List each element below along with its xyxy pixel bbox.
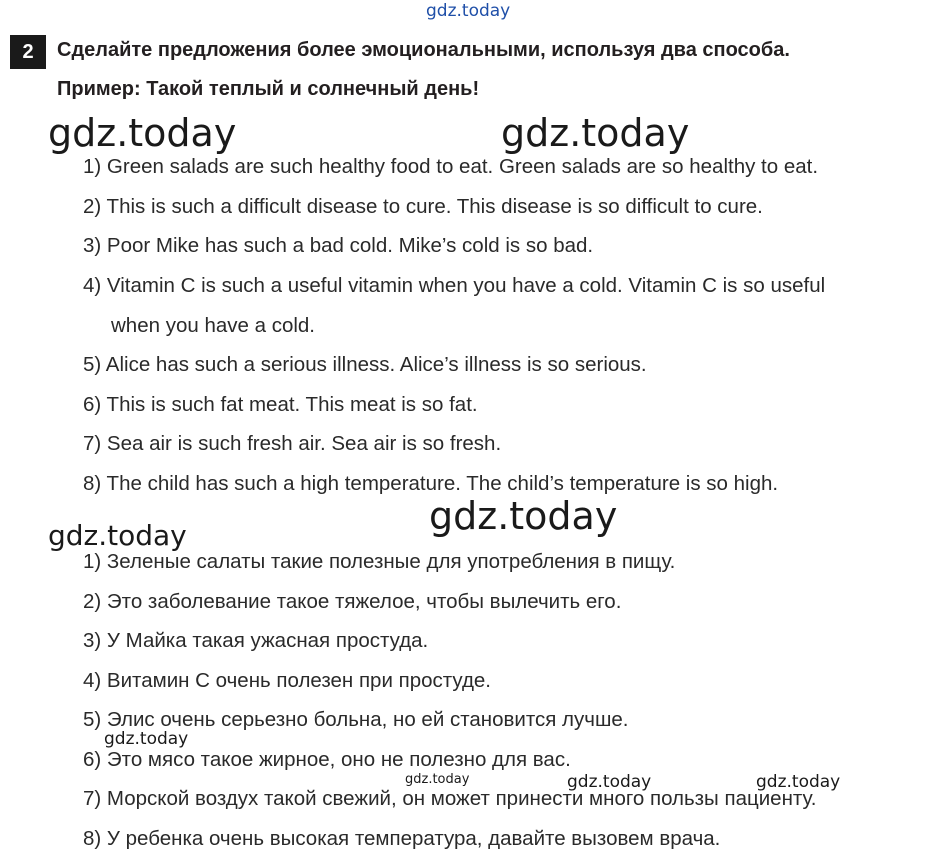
exercise-example: Пример: Такой теплый и солнечный день! bbox=[57, 78, 480, 100]
watermark-large: gdz.today bbox=[48, 111, 237, 155]
russian-translation-line: 6) Это мясо такое жирное, оно не полезно для вас. bbox=[83, 748, 571, 771]
exercise-instruction: Сделайте предложения более эмоциональными, используя два способа. bbox=[57, 39, 790, 61]
russian-translation-line: 1) Зеленые салаты такие полезные для употребления в пищу. bbox=[83, 550, 676, 573]
watermark-medium: gdz.today bbox=[48, 519, 187, 552]
english-answer-line: 4) Vitamin C is such a useful vitamin when you have a cold. Vitamin C is so useful bbox=[83, 274, 826, 297]
watermark-small: gdz.today bbox=[756, 772, 841, 792]
watermark-top: gdz.today bbox=[426, 1, 511, 21]
russian-translation-line: 5) Элис очень серьезно больна, но ей становится лучше. bbox=[83, 708, 629, 731]
russian-translation-line: 3) У Майка такая ужасная простуда. bbox=[83, 629, 429, 652]
english-answer-line: 6) This is such fat meat. This meat is so fat. bbox=[83, 393, 478, 416]
watermark-small: gdz.today bbox=[567, 772, 652, 792]
english-answer-line: 5) Alice has such a serious illness. Alice’s illness is so serious. bbox=[83, 353, 647, 376]
english-answer-line: 8) The child has such a high temperature. The child’s temperature is so high. bbox=[83, 472, 779, 495]
english-answer-line: 3) Poor Mike has such a bad cold. Mike’s cold is so bad. bbox=[83, 234, 594, 257]
english-answer-line: 1) Green salads are such healthy food to eat. Green salads are so healthy to eat. bbox=[83, 155, 819, 178]
exercise-number-badge: 2 bbox=[10, 35, 46, 69]
russian-translation-line: 7) Морской воздух такой свежий, он может принести много пользы пациенту. bbox=[83, 787, 817, 810]
english-answer-line: 7) Sea air is such fresh air. Sea air is so fresh. bbox=[83, 432, 502, 455]
watermark-large: gdz.today bbox=[501, 111, 690, 155]
english-answer-line: 2) This is such a difficult disease to cure. This disease is so difficult to cure. bbox=[83, 195, 763, 218]
russian-translation-line: 4) Витамин С очень полезен при простуде. bbox=[83, 669, 491, 692]
english-answer-line: when you have a cold. bbox=[111, 314, 315, 337]
russian-translation-line: 2) Это заболевание такое тяжелое, чтобы вылечить его. bbox=[83, 590, 622, 613]
watermark-large: gdz.today bbox=[429, 494, 618, 538]
watermark-small: gdz.today bbox=[104, 729, 189, 749]
watermark-small: gdz.today bbox=[405, 772, 470, 787]
russian-translation-line: 8) У ребенка очень высокая температура, давайте вызовем врача. bbox=[83, 827, 721, 850]
